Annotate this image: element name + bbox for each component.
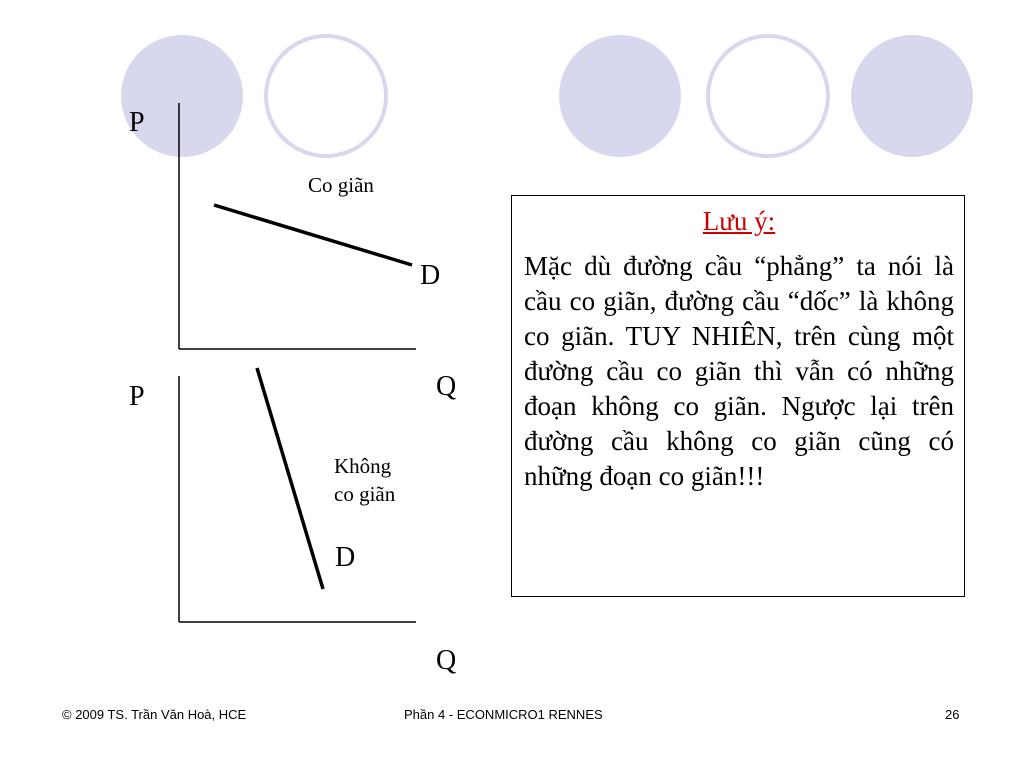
- decor-circle-filled-1: [121, 35, 243, 157]
- top-graph-x-axis-label: Q: [436, 371, 457, 402]
- decor-circle-filled-2: [559, 35, 681, 157]
- note-body: Mặc dù đường cầu “phẳng” ta nói là cầu co giãn, đường cầu “dốc” là không co giãn. TUY NHIÊN, trên cùng một đường cầu co giãn thì vẫn có những đoạn không co giãn. Ngược lại trên đường cầu không co giãn cũng có những đoạn co giãn!!!: [524, 251, 954, 491]
- bottom-graph-curve-caption: [334, 452, 395, 508]
- decor-circle-outline-1: [266, 36, 386, 156]
- bottom-demand-curve: [257, 368, 323, 589]
- note-title: Lưu ý:: [702, 206, 776, 236]
- bottom-graph-curve-caption-line1: Không: [334, 454, 392, 478]
- footer-page-number: 26: [945, 707, 960, 722]
- decor-circle-outline-2: [708, 36, 828, 156]
- top-graph-y-axis-label: P: [129, 107, 145, 138]
- top-graph-curve-caption: Co giãn: [308, 173, 374, 197]
- top-graph-curve-label: D: [420, 260, 441, 291]
- top-demand-curve: [214, 205, 412, 265]
- bottom-graph-curve-label: D: [335, 542, 356, 573]
- note-box: [511, 195, 965, 597]
- bottom-graph-x-axis-label: Q: [436, 645, 457, 676]
- footer-copyright: © 2009 TS. Trần Văn Hoà, HCE: [62, 707, 247, 722]
- bottom-graph-curve-caption-line2: co giãn: [334, 482, 396, 506]
- bottom-graph-y-axis-label: P: [129, 381, 145, 412]
- decor-circle-filled-3: [851, 35, 973, 157]
- footer-course-title: Phần 4 - ECONMICRO1 RENNES: [404, 707, 603, 722]
